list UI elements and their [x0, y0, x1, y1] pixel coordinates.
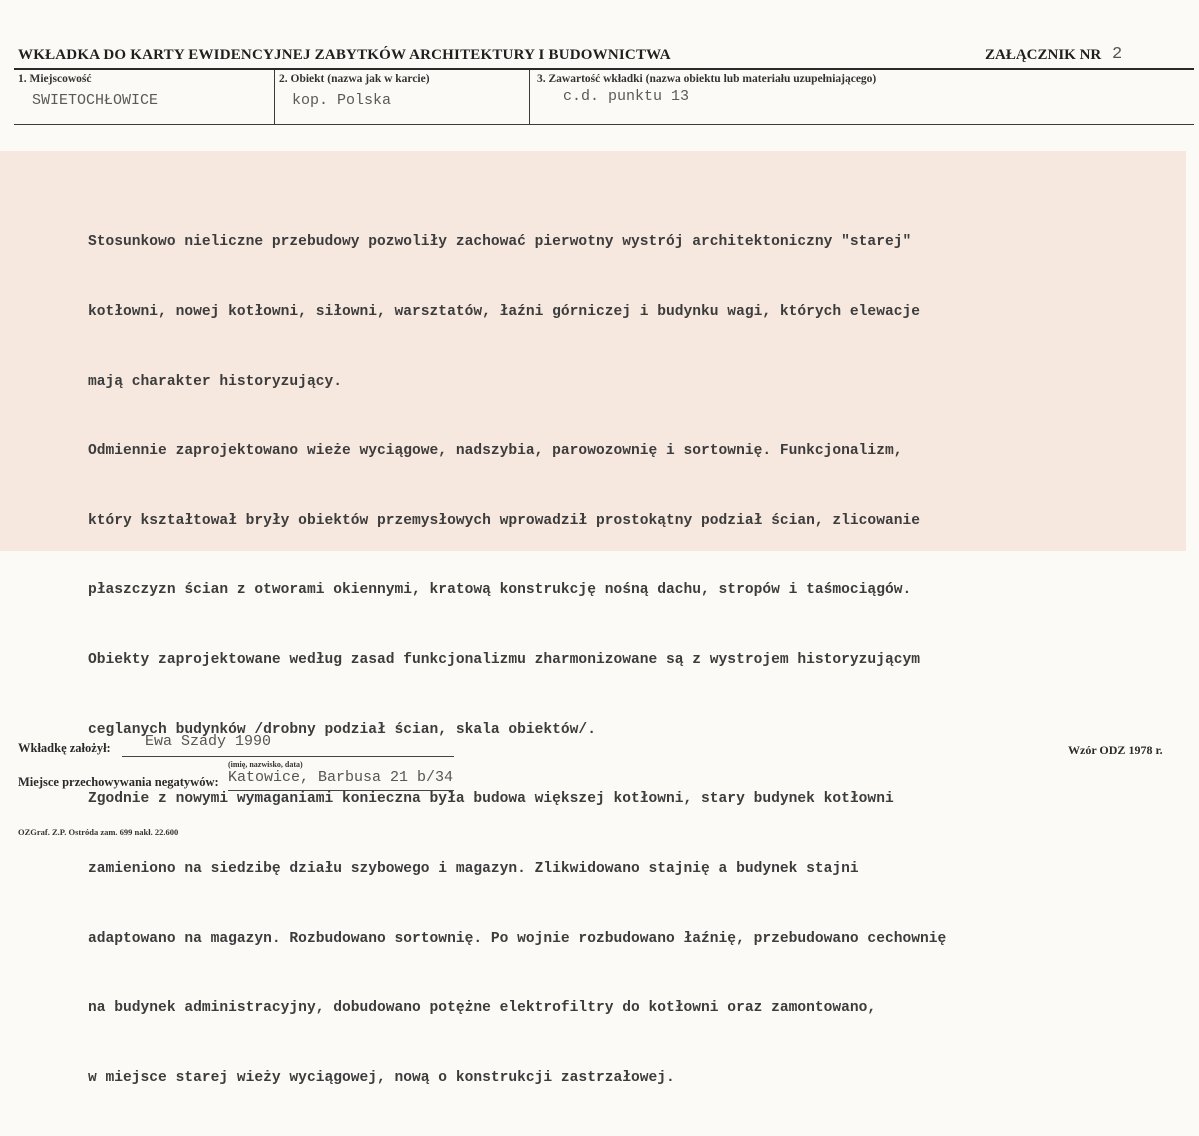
- body-line: na budynek administracyjny, dobudowano potężne elektrofiltry do kotłowni oraz zamontowano,: [88, 1000, 877, 1017]
- form-model: Wzór ODZ 1978 r.: [1068, 743, 1163, 757]
- prepared-by-caption: (imię, nazwisko, data): [228, 760, 303, 769]
- prepared-by-value: Ewa Szady 1990: [145, 733, 272, 750]
- body-line: zamieniono na siedzibę działu szybowego i magazyn. Zlikwidowano stajnię a budynek stajni: [88, 860, 859, 877]
- field-label-locality: 1. Miejscowość: [18, 73, 92, 85]
- body-line: który kształtował bryły obiektów przemysłowych wprowadził prostokątny podział ścian, zlicowanie: [88, 512, 920, 529]
- body-line: kotłowni, nowej kotłowni, siłowni, warsztatów, łaźni górniczej i budynku wagi, których elewacje: [88, 304, 920, 321]
- storage-label: Miejsce przechowywania negatywów:: [18, 775, 219, 789]
- field-value-content: c.d. punktu 13: [563, 88, 690, 105]
- body-text: [88, 185, 1158, 1136]
- body-line: Stosunkowo nieliczne przebudowy pozwoliły zachować pierwotny wystrój architektoniczny "starej": [88, 234, 912, 251]
- body-line: ceglanych budynków /drobny podział ścian, skala obiektów/.: [88, 721, 596, 738]
- body-line: Odmiennie zaprojektowano wieże wyciągowe, nadszybia, parowozownię i sortownię. Funkcjonalizm,: [88, 443, 903, 460]
- field-value-locality: SWIETOCHŁOWICE: [32, 92, 159, 109]
- field-label-content: 3. Zawartość wkładki (nazwa obiektu lub materiału uzupełniającego): [537, 73, 877, 85]
- header-rule: [14, 68, 1194, 70]
- storage-value: Katowice, Barbusa 21 b/34: [228, 769, 454, 786]
- field-label-object: 2. Obiekt (nazwa jak w karcie): [279, 73, 430, 85]
- body-line: płaszczyzn ścian z otworami okiennymi, kratową konstrukcję nośną dachu, stropów i taśmociągów.: [88, 582, 912, 599]
- form-title: WKŁADKA DO KARTY EWIDENCYJNEJ ZABYTKÓW ARCHITEKTURY I BUDOWNICTWA: [18, 47, 671, 63]
- prepared-by-line: [122, 756, 454, 757]
- body-line: Zgodnie z nowymi wymaganiami konieczna była budowa większej kotłowni, stary budynek kotłowni: [88, 791, 894, 808]
- annex-label: ZAŁĄCZNIK NR: [985, 47, 1102, 63]
- field-divider: [274, 70, 275, 124]
- field-divider: [529, 70, 530, 124]
- print-info: OZGraf. Z.P. Ostróda zam. 699 nakł. 22.600: [18, 827, 179, 837]
- body-line: Obiekty zaprojektowane według zasad funkcjonalizmu zharmonizowane są z wystrojem historyzującym: [88, 652, 920, 669]
- fields-rule: [14, 124, 1194, 125]
- annex-number: 2: [1112, 45, 1123, 64]
- field-value-object: kop. Polska: [292, 92, 392, 109]
- body-line: adaptowano na magazyn. Rozbudowano sortownię. Po wojnie rozbudowano łaźnię, przebudowano cechownię: [88, 930, 947, 947]
- body-line: mają charakter historyzujący.: [88, 373, 342, 390]
- storage-line: [228, 790, 454, 791]
- prepared-by-label: Wkładkę założył:: [18, 741, 111, 755]
- body-line: w miejsce starej wieży wyciągowej, nową o konstrukcji zastrzałowej.: [88, 1069, 675, 1086]
